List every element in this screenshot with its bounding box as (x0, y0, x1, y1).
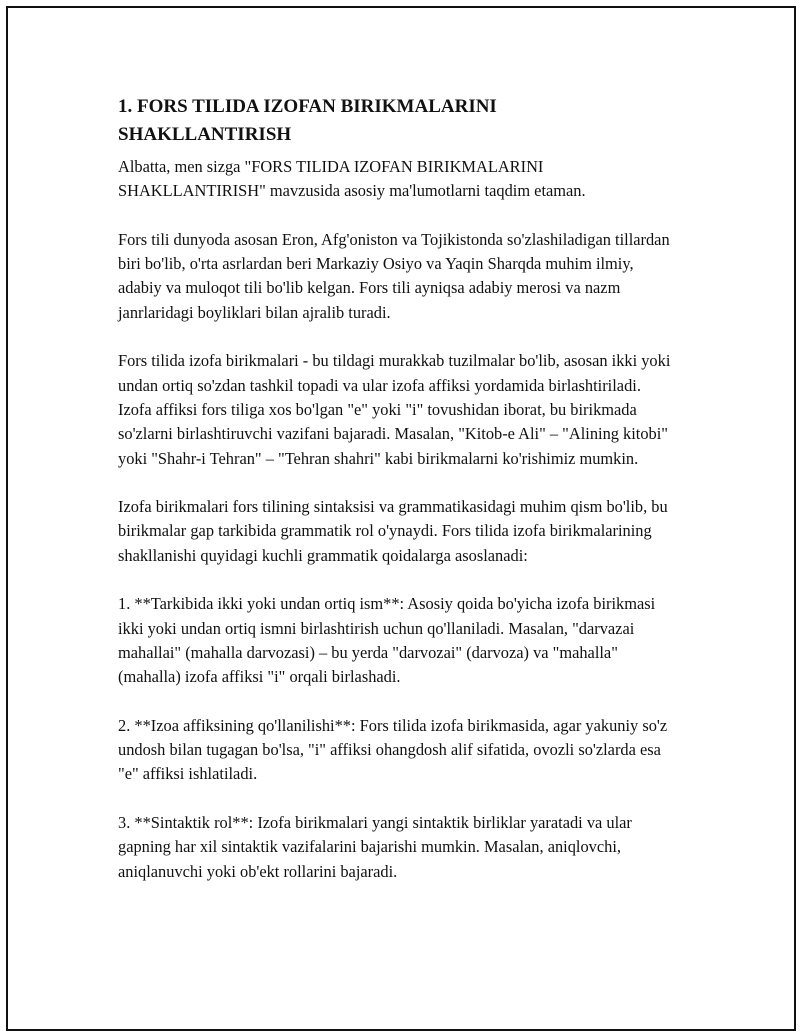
paragraph-rule-2: 2. **Izoa affiksining qo'llanilishi**: Fors tilida izofa birikmasida, agar yakuniy so'z undosh bilan tugagan bo'lsa, "i" affiksi ohangdosh alif sifatida, ovozli so'zlarda esa "e" affiksi ishlatiladi. (118, 715, 668, 784)
heading-line-2: SHAKLLANTIRISH (118, 124, 292, 145)
document-heading (118, 93, 678, 149)
paragraph-izofa-syntax: Izofa birikmalari fors tilining sintaksisi va grammatikasidagi muhim qism bo'lib, bu birikmalar gap tarkibida grammatik rol o'ynaydi. Fors tilida izofa birikmalarining shakllanishi quyidagi kuchli grammatik qoidalarga asoslanadi: (118, 497, 668, 565)
paragraph-intro: Albatta, men sizga "FORS TILIDA IZOFAN BIRIKMALARINI SHAKLLANTIRISH" mavzusida asosiy ma'lumotlarni taqdim etaman. (118, 157, 586, 201)
paragraph-rule-3: 3. **Sintaktik rol**: Izofa birikmalari yangi sintaktik birliklar yaratadi va ular gapning har xil sintaktik vazifalarini bajarishi mumkin. Masalan, aniqlovchi, aniqlanuvchi yoki ob'ekt rollarini bajaradi. (118, 813, 632, 881)
paragraph-persian-language: Fors tili dunyoda asosan Eron, Afg'oniston va Tojikistonda so'zlashiladigan tillardan biri bo'lib, o'rta asrlardan beri Markaziy Osiyo va Yaqin Sharqda muhim ilmiy, adabiy va muloqot tili bo'lib kelgan. Fors tili ayniqsa adabiy merosi va nazm janrlaridagi boyliklari bilan ajralib turadi. (118, 229, 670, 322)
document-body (118, 93, 678, 884)
heading-line-1: 1. FORS TILIDA IZOFAN BIRIKMALARINI (118, 96, 497, 117)
paragraph-izofa-definition: Fors tilida izofa birikmalari - bu tildagi murakkab tuzilmalar bo'lib, asosan ikki yoki undan ortiq so'zdan tashkil topadi va ular izofa affiksi yordamida birlashtiriladi. Izofa affiksi fors tiliga xos bo'lgan "e" yoki "i" tovushidan iborat, bu birikmada so'zlarni birlashtiruvchi vazifani bajaradi. Masalan, "Kitob-e Ali" – "Alining kitobi" yoki "Shahr-i Tehran" – "Tehran shahri" kabi birikmalarni ko'rishimiz mumkin. (118, 351, 671, 468)
paragraph-rule-1: 1. **Tarkibida ikki yoki undan ortiq ism**: Asosiy qoida bo'yicha izofa birikmasi ikki yoki undan ortiq ismni birlashtirish uchun qo'llaniladi. Masalan, "darvazai mahallai" (mahalla darvozasi) – bu yerda "darvozai" (darvoza) va "mahalla" (mahalla) izofa affiksi "i" orqali birlashadi. (118, 594, 656, 687)
